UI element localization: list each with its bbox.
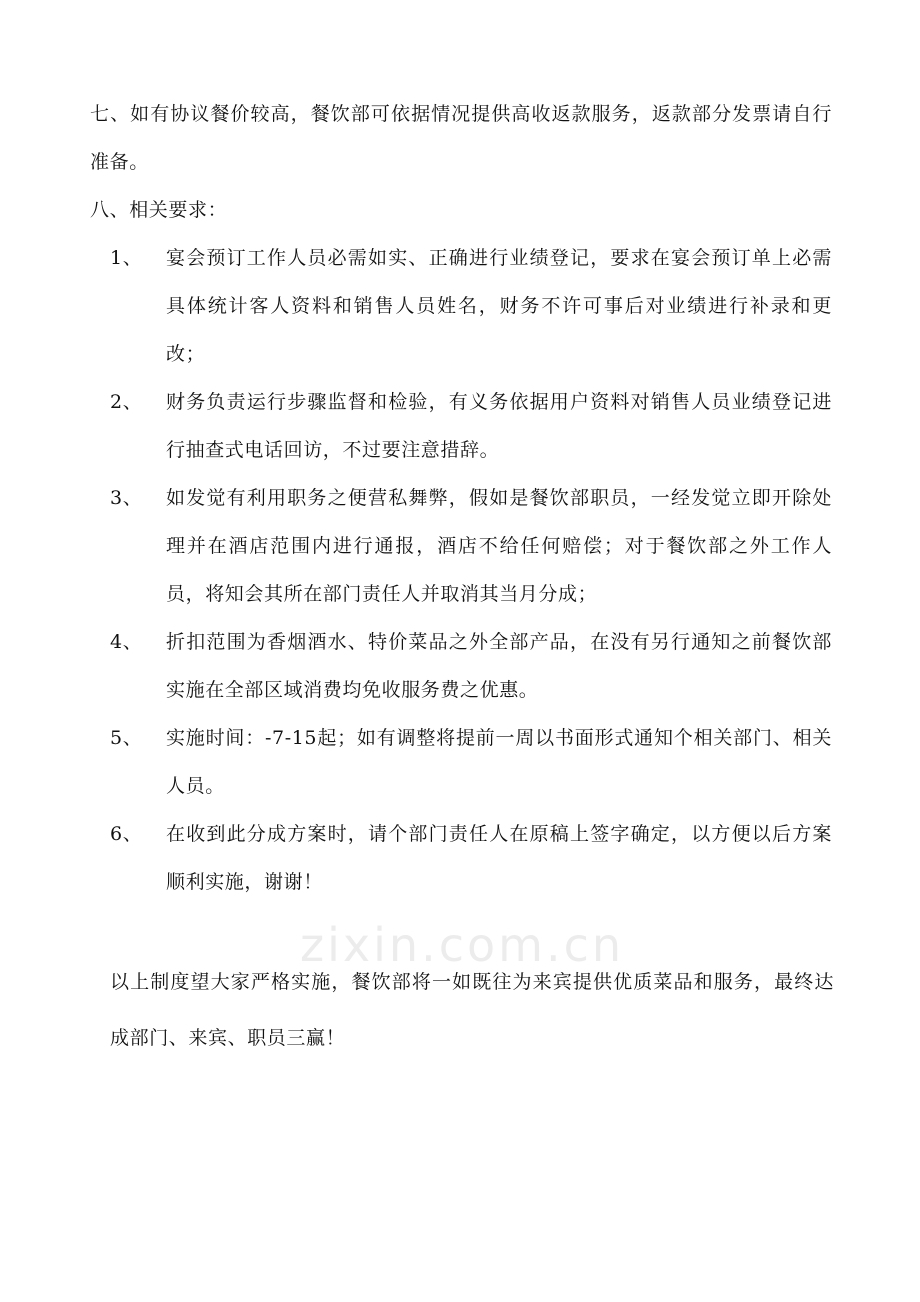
paragraph-seven: 七、如有协议餐价较高，餐饮部可依据情况提供高收返款服务，返款部分发票请自行准备。 bbox=[90, 103, 832, 173]
list-item-number: 1、 bbox=[110, 247, 143, 269]
list-item-text: 实施时间：-7-15起；如有调整将提前一周以书面形式通知个相关部门、相关人员。 bbox=[166, 727, 832, 797]
list-item bbox=[110, 714, 832, 810]
list-item-number: 2、 bbox=[110, 391, 143, 413]
list-item-number: 5、 bbox=[110, 727, 143, 749]
list-item-text: 财务负责运行步骤监督和检验，有义务依据用户资料对销售人员业绩登记进行抽查式电话回访，不过要注意措辞。 bbox=[166, 391, 832, 461]
list-item-text: 折扣范围为香烟酒水、特价菜品之外全部产品，在没有另行通知之前餐饮部实施在全部区域消费均免收服务费之优惠。 bbox=[166, 631, 832, 701]
list-item bbox=[110, 378, 832, 474]
list-item-number: 3、 bbox=[110, 487, 143, 509]
list-item-text: 如发觉有利用职务之便营私舞弊，假如是餐饮部职员，一经发觉立即开除处理并在酒店范围内进行通报，酒店不给任何赔偿；对于餐饮部之外工作人员，将知会其所在部门责任人并取消其当月分成； bbox=[166, 487, 832, 605]
list-item-text: 宴会预订工作人员必需如实、正确进行业绩登记，要求在宴会预订单上必需具体统计客人资料和销售人员姓名，财务不许可事后对业绩进行补录和更改； bbox=[166, 247, 832, 365]
list-item-number: 6、 bbox=[110, 823, 143, 845]
list-item-number: 4、 bbox=[110, 631, 143, 653]
list-item bbox=[110, 810, 832, 906]
list-item bbox=[110, 474, 832, 618]
list-item bbox=[110, 618, 832, 714]
list-item-text: 在收到此分成方案时，请个部门责任人在原稿上签字确定，以方便以后方案顺利实施，谢谢！ bbox=[166, 823, 832, 893]
closing-paragraph: 以上制度望大家严格实施，餐饮部将一如既往为来宾提供优质菜品和服务，最终达成部门、来宾、职员三赢！ bbox=[110, 971, 834, 1049]
heading-eight: 八、相关要求： bbox=[90, 199, 228, 221]
list-item bbox=[110, 234, 832, 378]
watermark: zixin.com.cn bbox=[300, 918, 625, 972]
